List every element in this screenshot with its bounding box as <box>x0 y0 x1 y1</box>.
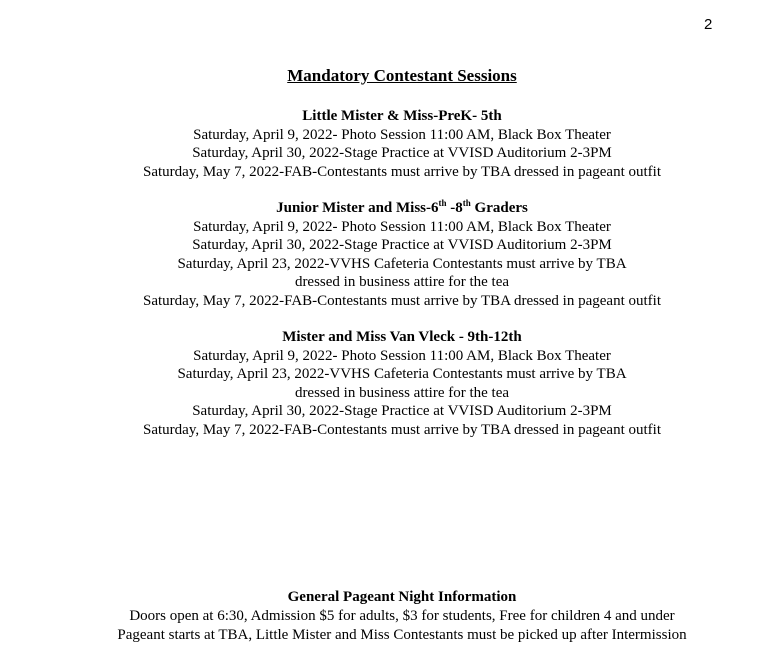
ordinal-superscript: th <box>462 198 471 208</box>
schedule-line: Saturday, April 30, 2022-Stage Practice at VVISD Auditorium 2-3PM <box>192 403 612 419</box>
schedule-line: dressed in business attire for the tea <box>294 274 510 290</box>
schedule-line: Saturday, April 9, 2022- Photo Session 11:00 AM, Black Box Theater <box>193 126 611 143</box>
general-line: Pageant starts at TBA, Little Mister and Miss Contestants must be picked up after Intermission <box>117 627 687 643</box>
schedule-line: dressed in business attire for the tea <box>294 384 510 401</box>
document-body <box>0 66 764 457</box>
schedule-line: Saturday, April 23, 2022-VVHS Cafeteria Contestants must arrive by TBA <box>177 366 627 382</box>
schedule-line: Saturday, April 9, 2022- Photo Session 11:00 AM, Black Box Theater <box>193 218 611 235</box>
section-little-mister-miss <box>0 107 764 181</box>
section-heading: Little Mister & Miss-PreK- 5th <box>302 108 502 124</box>
schedule-line: Saturday, May 7, 2022-FAB-Contestants must arrive by TBA dressed in pageant outfit <box>143 421 661 438</box>
page-number: 2 <box>704 16 713 33</box>
general-line: Doors open at 6:30, Admission $5 for adults, $3 for students, Free for children 4 and under <box>129 608 675 624</box>
schedule-line: Saturday, April 9, 2022- Photo Session 11:00 AM, Black Box Theater <box>193 347 611 364</box>
general-information <box>0 588 764 645</box>
section-junior-mister-miss <box>0 199 764 310</box>
schedule-line: Saturday, April 30, 2022-Stage Practice at VVISD Auditorium 2-3PM <box>192 145 612 161</box>
section-mister-miss-van-vleck <box>0 328 764 439</box>
heading-part: Graders <box>470 200 528 216</box>
heading-part: -8 <box>446 200 463 216</box>
section-heading: Mister and Miss Van Vleck - 9th-12th <box>282 329 522 345</box>
general-heading: General Pageant Night Information <box>287 589 517 605</box>
schedule-line: Saturday, May 7, 2022-FAB-Contestants must arrive by TBA dressed in pageant outfit <box>143 163 661 180</box>
page-title: Mandatory Contestant Sessions <box>287 66 517 85</box>
schedule-line: Saturday, April 30, 2022-Stage Practice at VVISD Auditorium 2-3PM <box>192 237 612 253</box>
ordinal-superscript: th <box>438 198 447 208</box>
schedule-line: Saturday, May 7, 2022-FAB-Contestants must arrive by TBA dressed in pageant outfit <box>143 292 661 309</box>
schedule-line: Saturday, April 23, 2022-VVHS Cafeteria Contestants must arrive by TBA <box>177 255 627 272</box>
section-heading <box>0 199 764 218</box>
heading-part: Junior Mister and Miss-6 <box>276 200 439 216</box>
